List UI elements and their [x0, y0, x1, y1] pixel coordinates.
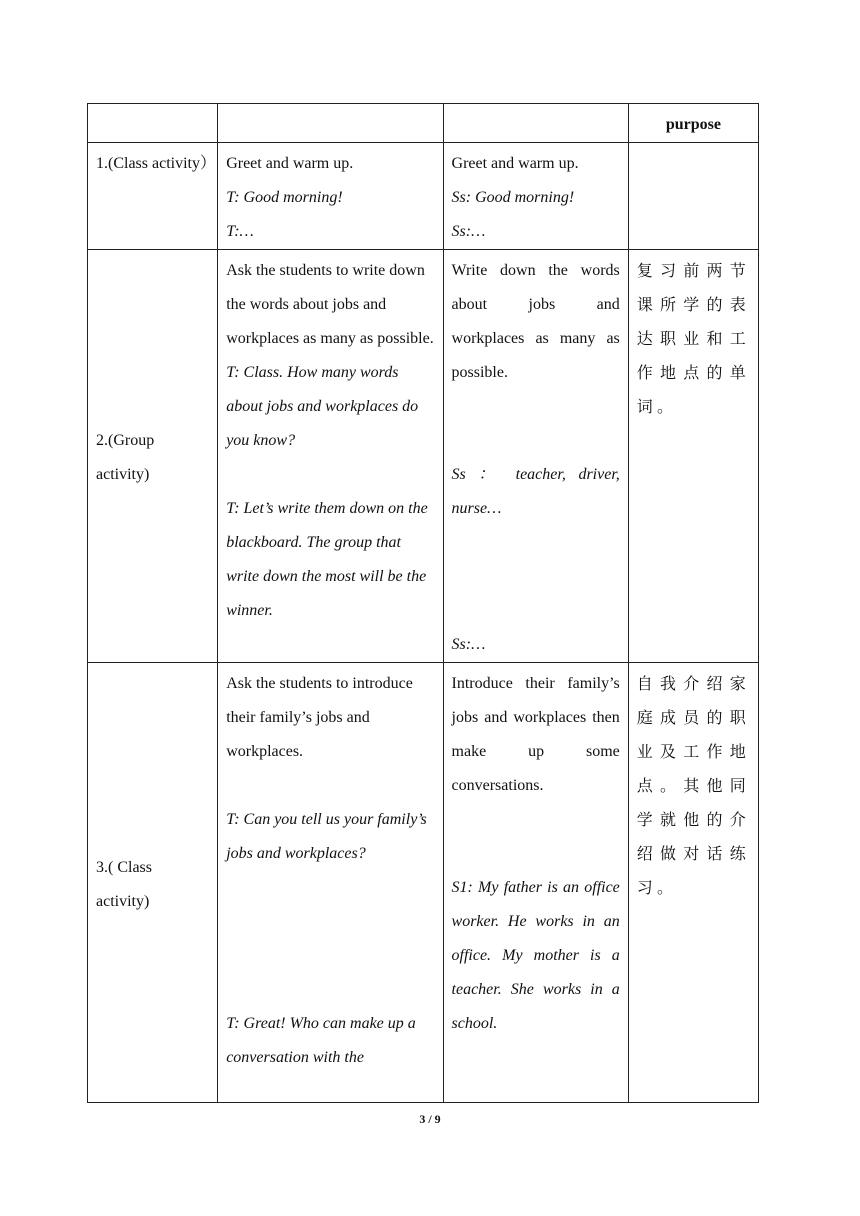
header-cell-teacher	[218, 104, 443, 143]
teacher-activity-cell	[218, 663, 443, 1103]
student-instruction: Greet and warm up.	[451, 155, 579, 172]
student-instruction: Introduce their family’s jobs and workplaces then make up some conversations.	[451, 675, 620, 794]
student-line: Ss:…	[451, 636, 486, 653]
teacher-instruction: Ask the students to write down the words about jobs and workplaces as many as possible.	[226, 262, 434, 347]
table-row	[88, 250, 759, 663]
table-row	[88, 143, 759, 250]
page-number: 3 / 9	[419, 1112, 441, 1126]
student-line: Ss:…	[451, 223, 486, 240]
stage-label: 3.( Class activity)	[96, 858, 152, 910]
table-header-row	[88, 104, 759, 143]
student-line: Ss: Good morning!	[451, 189, 575, 206]
teacher-instruction: Ask the students to introduce their family’s jobs and workplaces.	[226, 675, 413, 760]
header-cell-stage	[88, 104, 218, 143]
purpose-text: 复习前两节课所学的表达职业和工作地点的单词。	[636, 261, 750, 416]
teacher-activity-cell	[218, 143, 443, 250]
teacher-instruction: Greet and warm up.	[226, 155, 354, 172]
student-activity-cell	[443, 663, 628, 1103]
purpose-cell	[628, 250, 758, 663]
stage-label: 1.(Class activity）	[96, 155, 216, 172]
teacher-line: T: Class. How many words about jobs and workplaces do you know?	[226, 364, 419, 449]
teacher-line: T: Let’s write them down on the blackboard. The group that write down the most will be the winner.	[226, 500, 428, 619]
table-row	[88, 663, 759, 1103]
purpose-cell	[628, 663, 758, 1103]
student-line: Ss ： teacher, driver, nurse…	[451, 466, 620, 517]
teacher-line: T: Can you tell us your family’s jobs and workplaces?	[226, 811, 427, 862]
lesson-plan-table	[87, 103, 759, 1103]
teacher-activity-cell	[218, 250, 443, 663]
stage-cell	[88, 250, 218, 663]
stage-label: 2.(Group activity)	[96, 432, 155, 483]
stage-cell	[88, 143, 218, 250]
header-cell-purpose: purpose	[628, 104, 758, 143]
student-activity-cell	[443, 250, 628, 663]
teacher-line: T: Great! Who can make up a conversation with the	[226, 1015, 416, 1066]
student-line: S1: My father is an office worker. He works in an office. My mother is a teacher. She works in a school.	[451, 879, 620, 1032]
purpose-text: 自我介绍家庭成员的职业及工作地点。其他同学就他的介绍做对话练习。	[636, 674, 750, 897]
teacher-line: T:…	[226, 223, 254, 240]
student-instruction: Write down the words about jobs and workplaces as many as possible.	[451, 262, 620, 381]
student-activity-cell	[443, 143, 628, 250]
stage-cell	[88, 663, 218, 1103]
purpose-cell	[628, 143, 758, 250]
header-cell-students	[443, 104, 628, 143]
teacher-line: T: Good morning!	[226, 189, 343, 206]
